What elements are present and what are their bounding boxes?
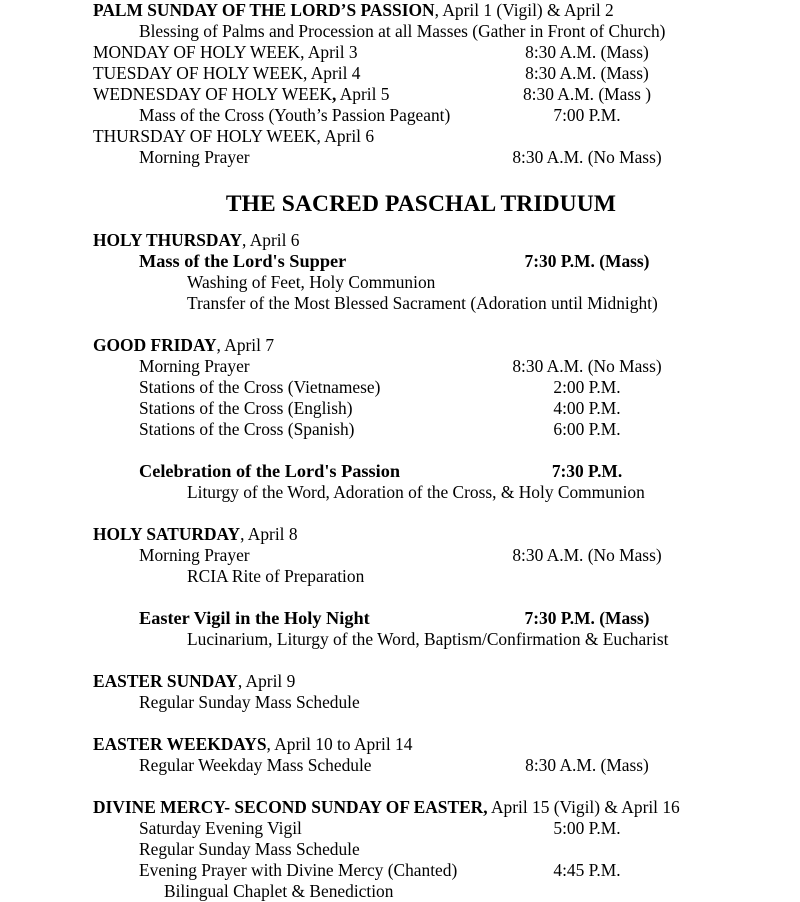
divine-mercy-item-row [0,860,800,881]
tuesday-holy-week-label: TUESDAY OF HOLY WEEK, April 4 [93,63,361,83]
spacer-before-easter-sunday [0,650,800,671]
lords-supper-row [0,251,800,272]
tuesday-holy-week-row [0,63,800,84]
spacer-after-triduum [0,219,800,230]
easter-weekdays-heading-dates: , April 10 to April 14 [266,734,413,754]
spacer-before-easter-weekdays [0,713,800,734]
spacer-before-divine-mercy [0,776,800,797]
easter-sunday-detail: Regular Sunday Mass Schedule [139,692,360,712]
good-friday-heading [93,335,274,356]
divine-mercy-item-row [0,839,800,860]
lords-passion-detail-row [0,482,800,503]
lords-supper-detail-1-row [0,272,800,293]
mass-of-the-cross-row [0,105,800,126]
easter-vigil-detail: Lucinarium, Liturgy of the Word, Baptism/Confirmation & Eucharist [187,629,669,649]
holy-saturday-morning-prayer-label: Morning Prayer [139,545,250,565]
palm-sunday-heading-bold: PALM SUNDAY OF THE LORD’S PASSION [93,0,435,20]
easter-vigil-time: 7:30 P.M. (Mass) [524,608,650,628]
easter-weekdays-detail-row [0,755,800,776]
mass-of-the-cross-time: 7:00 P.M. [553,105,621,125]
palm-sunday-detail: Blessing of Palms and Procession at all Masses (Gather in Front of Church) [139,21,666,41]
wednesday-holy-week-time: 8:30 A.M. (Mass ) [522,84,652,104]
good-friday-morning-prayer-label: Morning Prayer [139,356,250,376]
monday-holy-week-row [0,42,800,63]
stations-english-time: 4:00 P.M. [553,398,621,418]
holy-saturday-heading-bold: HOLY SATURDAY [93,524,241,544]
spacer-before-easter-vigil [0,587,800,608]
holy-saturday-heading [93,524,298,545]
washing-of-feet-detail: Washing of Feet, Holy Communion [187,272,436,292]
tuesday-holy-week-time: 8:30 A.M. (Mass) [525,63,649,83]
lords-supper-time: 7:30 P.M. (Mass) [524,251,650,271]
easter-sunday-detail-row [0,692,800,713]
stations-spanish-label: Stations of the Cross (Spanish) [139,419,355,439]
divine-mercy-heading-row [0,797,800,818]
thursday-holy-week-row [0,126,800,147]
saturday-evening-vigil-time: 5:00 P.M. [553,818,621,838]
stations-spanish-time: 6:00 P.M. [553,419,621,439]
good-friday-heading-row [0,335,800,356]
holy-thursday-heading-bold: HOLY THURSDAY [93,230,242,250]
easter-weekdays-heading-row [0,734,800,755]
saturday-evening-vigil-label: Saturday Evening Vigil [139,818,302,838]
rcia-rite-label: RCIA Rite of Preparation [187,566,365,586]
palm-sunday-heading [93,0,614,21]
monday-holy-week-time: 8:30 A.M. (Mass) [525,42,649,62]
easter-weekdays-heading [93,734,412,755]
stations-english-label: Stations of the Cross (English) [139,398,353,418]
easter-vigil-label: Easter Vigil in the Holy Night [139,608,370,628]
divine-mercy-heading-dates: April 15 (Vigil) & April 16 [487,797,680,817]
lords-passion-label: Celebration of the Lord's Passion [139,461,401,481]
lords-passion-detail: Liturgy of the Word, Adoration of the Cross, & Holy Communion [187,482,645,502]
holy-thursday-heading-date: , April 6 [242,230,300,250]
good-friday-item-row [0,377,800,398]
monday-holy-week-label: MONDAY OF HOLY WEEK, April 3 [93,42,358,62]
stations-vietnamese-time: 2:00 P.M. [553,377,621,397]
spacer-before-holy-saturday [0,503,800,524]
holy-thursday-heading-row [0,230,800,251]
evening-prayer-divine-mercy-time: 4:45 P.M. [553,860,621,880]
thursday-morning-prayer-label: Morning Prayer [139,147,250,167]
thursday-morning-prayer-time: 8:30 A.M. (No Mass) [512,147,662,167]
easter-sunday-heading-bold: EASTER SUNDAY [93,671,238,691]
holy-saturday-heading-date: , April 8 [240,524,298,544]
rcia-rite-row [0,566,800,587]
easter-vigil-detail-row [0,629,800,650]
lords-passion-time: 7:30 P.M. [551,461,623,481]
divine-mercy-heading [93,797,680,818]
palm-sunday-heading-dates: , April 1 (Vigil) & April 2 [434,0,614,20]
good-friday-item-row [0,419,800,440]
thursday-holy-week-label: THURSDAY OF HOLY WEEK, April 6 [93,126,375,146]
wednesday-bold-comma: , [331,84,337,104]
wednesday-holy-week-row [0,84,800,105]
palm-sunday-detail-row [0,21,800,42]
transfer-blessed-sacrament-detail: Transfer of the Most Blessed Sacrament (Adoration until Midnight) [187,293,658,313]
easter-sunday-heading-row [0,671,800,692]
holy-saturday-heading-row [0,524,800,545]
bilingual-chaplet-detail: Bilingual Chaplet & Benediction [164,881,394,901]
good-friday-heading-bold: GOOD FRIDAY [93,335,217,355]
spacer-before-triduum [0,168,800,189]
easter-vigil-row [0,608,800,629]
holy-saturday-morning-prayer-row [0,545,800,566]
sacred-triduum-heading [0,189,800,219]
holy-saturday-morning-prayer-time: 8:30 A.M. (No Mass) [512,545,662,565]
divine-mercy-detail-row [0,881,800,902]
spacer-before-lords-passion [0,440,800,461]
divine-mercy-item-row [0,818,800,839]
holy-thursday-heading [93,230,300,251]
mass-of-the-cross-label: Mass of the Cross (Youth’s Passion Pageant) [139,105,451,125]
easter-weekdays-time: 8:30 A.M. (Mass) [525,755,649,775]
wednesday-suffix: April 5 [336,84,390,104]
thursday-morning-prayer-row [0,147,800,168]
sacred-triduum-heading-text: THE SACRED PASCHAL TRIDUUM [225,191,617,217]
good-friday-item-row [0,356,800,377]
lords-passion-row [0,461,800,482]
divine-mercy-heading-bold: DIVINE MERCY- SECOND SUNDAY OF EASTER, [93,797,488,817]
stations-vietnamese-label: Stations of the Cross (Vietnamese) [139,377,381,397]
regular-sunday-mass-label: Regular Sunday Mass Schedule [139,839,360,859]
lords-supper-label: Mass of the Lord's Supper [139,251,347,271]
easter-sunday-heading-date: , April 9 [237,671,296,691]
wednesday-holy-week-label [93,84,389,105]
evening-prayer-divine-mercy-label: Evening Prayer with Divine Mercy (Chanted) [139,860,458,880]
easter-sunday-heading [93,671,295,692]
lords-supper-detail-2-row [0,293,800,314]
wednesday-prefix: WEDNESDAY OF HOLY WEEK [93,84,332,104]
good-friday-heading-date: , April 7 [216,335,275,355]
palm-sunday-heading-row [0,0,800,21]
spacer-before-good-friday [0,314,800,335]
good-friday-item-row [0,398,800,419]
good-friday-morning-prayer-time: 8:30 A.M. (No Mass) [512,356,662,376]
easter-weekdays-detail: Regular Weekday Mass Schedule [139,755,372,775]
easter-weekdays-heading-bold: EASTER WEEKDAYS [93,734,267,754]
